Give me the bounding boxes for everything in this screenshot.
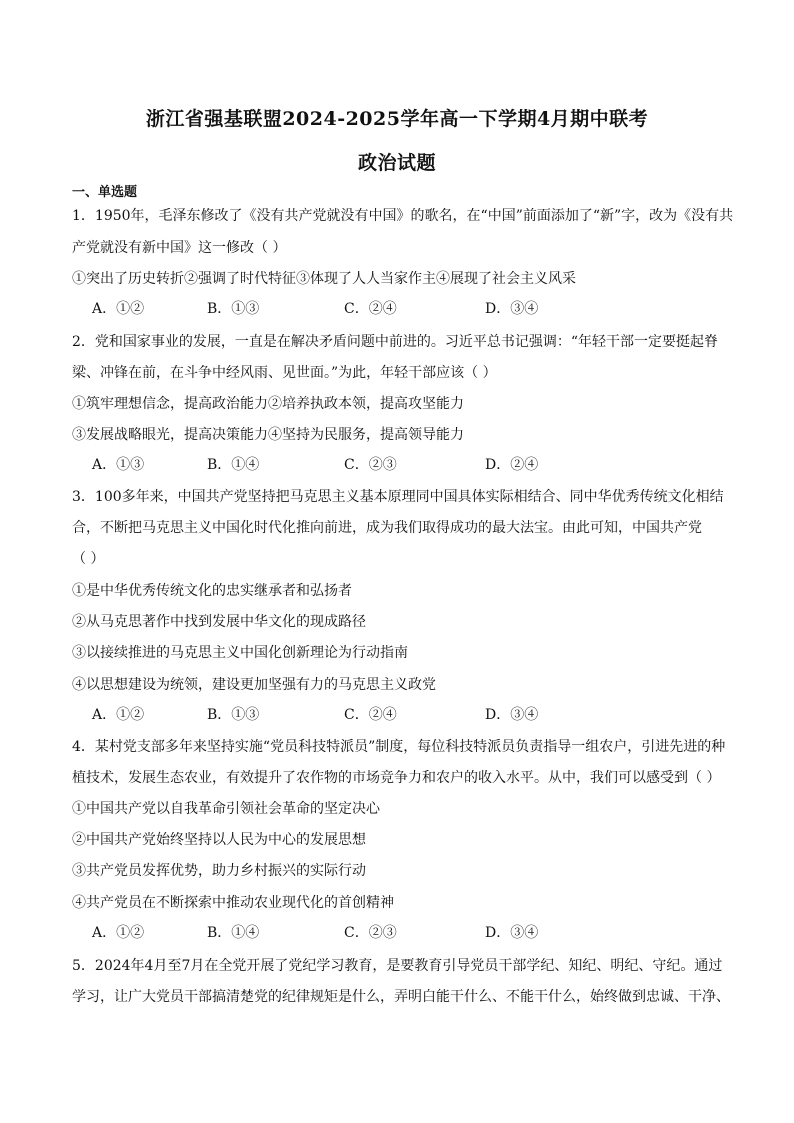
option-a[interactable]: A．①② bbox=[92, 925, 145, 941]
question-4-line-2: 植技术，发展生态农业，有效提升了农作物的市场竞争力和农户的收入水平。从中，我们可以感受到（ ） bbox=[72, 770, 721, 786]
section-heading: 一、单选题 bbox=[72, 185, 138, 200]
option-a[interactable]: A．①② bbox=[92, 301, 145, 317]
question-2-options bbox=[92, 456, 692, 474]
question-3-options bbox=[92, 706, 692, 724]
option-c[interactable]: C．②③ bbox=[344, 457, 397, 473]
option-c[interactable]: C．②③ bbox=[344, 925, 397, 941]
question-3-statement-1: ①是中华优秀传统文化的忠实继承者和弘扬者 bbox=[72, 583, 352, 599]
question-5-line-1: 5．2024年4月至7月在全党开展了党纪学习教育，是要教育引导党员干部学纪、知纪、明纪、守纪。通过 bbox=[72, 958, 723, 974]
option-d[interactable]: D．③④ bbox=[485, 707, 539, 723]
question-3-line-3: （ ） bbox=[72, 551, 105, 567]
option-d[interactable]: D．③④ bbox=[485, 301, 539, 317]
option-b[interactable]: B．①③ bbox=[207, 301, 260, 317]
question-2-line-1: 2．党和国家事业的发展，一直是在解决矛盾问题中前进的。习近平总书记强调：“年轻干部一定要挺起脊 bbox=[72, 334, 719, 350]
question-4-line-1: 4．某村党支部多年来坚持实施“党员科技特派员”制度，每位科技特派员负责指导一组农户，引进先进的种 bbox=[72, 739, 726, 755]
question-3-line-2: 合，不断把马克思主义中国化时代化推向前进，成为我们取得成功的最大法宝。由此可知，中国共产党 bbox=[72, 520, 702, 536]
question-3-statement-3: ③以接续推进的马克思主义中国化创新理论为行动指南 bbox=[72, 645, 408, 661]
option-a[interactable]: A．①② bbox=[92, 707, 145, 723]
question-5-line-2: 学习，让广大党员干部搞清楚党的纪律规矩是什么，弄明白能干什么、不能干什么，始终做到忠诚、干净、 bbox=[72, 989, 730, 1005]
question-4-statement-1: ①中国共产党以自我革命引领社会革命的坚定决心 bbox=[72, 801, 380, 817]
question-1-line-1: 1．1950年，毛泽东修改了《没有共产党就没有中国》的歌名，在“中国”前面添加了“新”字，改为《没有共 bbox=[72, 208, 734, 224]
question-4-statement-2: ②中国共产党始终坚持以人民为中心的发展思想 bbox=[72, 832, 366, 848]
option-c[interactable]: C．②④ bbox=[344, 301, 397, 317]
option-a[interactable]: A．①③ bbox=[92, 457, 145, 473]
question-1-options bbox=[92, 300, 692, 318]
option-b[interactable]: B．①③ bbox=[207, 707, 260, 723]
option-c[interactable]: C．②④ bbox=[344, 707, 397, 723]
question-1-line-2: 产党就没有新中国》这一修改（ ） bbox=[72, 240, 287, 256]
question-1-statements: ①突出了历史转折②强调了时代特征③体现了人人当家作主④展现了社会主义风采 bbox=[72, 271, 576, 287]
option-d[interactable]: D．②④ bbox=[485, 457, 539, 473]
question-2-line-2: 梁、冲锋在前，在斗争中经风雨、见世面。”为此，年轻干部应该（ ） bbox=[72, 365, 497, 381]
question-4-statement-4: ④共产党员在不断探索中推动农业现代化的首创精神 bbox=[72, 895, 394, 911]
option-b[interactable]: B．①④ bbox=[207, 457, 260, 473]
question-2-statements-1: ①筑牢理想信念，提高政治能力②培养执政本领，提高攻坚能力 bbox=[72, 396, 464, 412]
document-title: 浙江省强基联盟2024-2025学年高一下学期4月期中联考 bbox=[145, 108, 649, 130]
question-2-statements-2: ③发展战略眼光，提高决策能力④坚持为民服务，提高领导能力 bbox=[72, 427, 464, 443]
question-3-line-1: 3．100多年来，中国共产党坚持把马克思主义基本原理同中国具体实际相结合、同中华优秀传统文化相结 bbox=[72, 489, 724, 505]
document-subtitle: 政治试题 bbox=[357, 152, 436, 174]
option-b[interactable]: B．①④ bbox=[207, 925, 260, 941]
option-d[interactable]: D．③④ bbox=[485, 925, 539, 941]
question-4-options bbox=[92, 924, 692, 942]
question-4-statement-3: ③共产党员发挥优势，助力乡村振兴的实际行动 bbox=[72, 863, 366, 879]
question-3-statement-2: ②从马克思著作中找到发展中华文化的现成路径 bbox=[72, 614, 366, 630]
question-3-statement-4: ④以思想建设为统领，建设更加坚强有力的马克思主义政党 bbox=[72, 677, 436, 693]
